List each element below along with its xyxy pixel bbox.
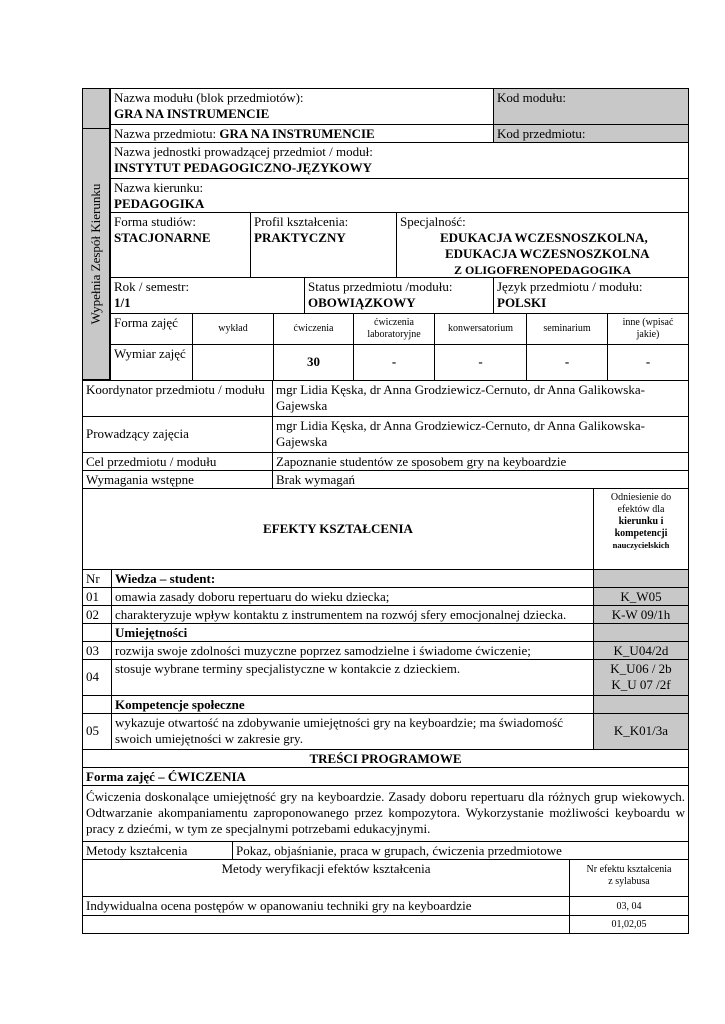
ref-header-line-5: nauczycielskich: [612, 540, 670, 550]
field-cell: [110, 178, 689, 213]
verification-row-ref-value: 01,02,05: [611, 919, 647, 930]
instructor-label: Prowadzący zajęcia: [86, 426, 189, 441]
unit-value: INSTYTUT PEDAGOGICZNO-JĘZYKOWY: [114, 160, 372, 175]
year-label: Rok / semestr:: [114, 279, 190, 294]
instructor-value-cell: [272, 416, 689, 453]
table-row-ref: [593, 605, 689, 624]
status-label: Status przedmiotu /modułu:: [308, 279, 453, 294]
competences-header: [111, 695, 594, 714]
table-row-ref: [593, 659, 689, 696]
verification-row-ref: [569, 896, 689, 916]
table-row-ref: [593, 713, 689, 750]
study-form-cell: [110, 212, 251, 278]
program-content-title: [82, 749, 689, 768]
row-nr: 03: [86, 643, 99, 658]
hours-exercises-value: 30: [307, 354, 320, 369]
nr-header: [82, 569, 112, 588]
hours-conversatory: [434, 344, 527, 381]
row-ref: K_W05: [620, 589, 662, 604]
hours-other: [607, 344, 689, 381]
verification-ref-header-line-2: z sylabusa: [608, 876, 650, 887]
row-nr: 05: [86, 723, 99, 738]
table-row-text: [111, 587, 594, 606]
row-nr: 01: [86, 589, 99, 604]
row-ref: K_K01/3a: [613, 723, 669, 738]
col-seminar-label: seminarium: [543, 323, 591, 334]
program-form-label: Forma zajęć – ĆWICZENIA: [86, 769, 246, 784]
col-exercises-label: ćwiczenia: [293, 323, 334, 334]
instructor-label-cell: [82, 416, 273, 453]
specialty-label: Specjalność:: [400, 214, 466, 229]
verification-row-ref-value: 03, 04: [616, 901, 642, 912]
specialty-line-3: Z OLIGOFRENOPEDAGOGIKA: [454, 263, 632, 277]
col-seminar: [526, 313, 608, 345]
goal-label-cell: [82, 452, 273, 471]
row-text: omawia zasady doboru repertuaru do wieku dziecka;: [115, 589, 390, 604]
hours-label: Wymiar zajęć: [114, 346, 186, 361]
hours-label-cell: [110, 344, 193, 381]
skills-header-ref: [593, 623, 689, 642]
row-text: charakteryzuje wpływ kontaktu z instrumentem na rozwój sfery emocjonalnej dziecka.: [115, 607, 567, 622]
hours-lab: [353, 344, 435, 381]
outcomes-title-cell: [82, 488, 594, 570]
methods-label: Metody kształcenia: [86, 843, 188, 858]
methods-label-cell: [82, 841, 233, 860]
col-lecture-label: wykład: [218, 323, 248, 334]
verification-title: Metody weryfikacji efektów kształcenia: [221, 861, 431, 876]
coordinator-value-cell: [272, 380, 689, 417]
year-value: 1/1: [114, 295, 131, 310]
table-row: [82, 641, 112, 660]
col-other-label: inne (wpisać jakie): [622, 317, 674, 340]
class-form-label-cell: [110, 313, 193, 345]
hours-other-value: -: [645, 354, 651, 369]
table-row-text: [111, 605, 594, 624]
program-content-text-cell: [82, 785, 689, 842]
col-conversatory: [434, 313, 527, 345]
verification-row: [82, 896, 570, 916]
knowledge-header-label: Wiedza – student:: [115, 571, 216, 586]
study-form-value: STACJONARNE: [114, 230, 211, 245]
row-ref: K_U04/2d: [613, 643, 669, 658]
competences-header-ref: [593, 695, 689, 714]
goal-value: Zapoznanie studentów ze sposobem gry na keyboardzie: [276, 454, 567, 469]
module-name-cell: [110, 88, 494, 125]
class-form-label: Forma zajęć: [114, 315, 178, 330]
col-conversatory-label: konwersatorium: [448, 323, 513, 334]
unit-label: Nazwa jednostki prowadzącej przedmiot / moduł:: [114, 144, 373, 159]
row-text: rozwija swoje zdolności muzyczne poprzez samodzielne i świadome ćwiczenie;: [115, 643, 531, 658]
subject-name-cell: [110, 124, 494, 143]
hours-lecture: [192, 344, 274, 381]
verification-ref-header-line-1: Nr efektu kształcenia: [586, 864, 672, 875]
table-row-ref: [593, 587, 689, 606]
specialty-line-1: EDUKACJA WCZESNOSZKOLNA,: [440, 230, 648, 245]
outcomes-ref-header: [593, 488, 689, 570]
skills-header: [111, 623, 594, 642]
knowledge-header: [111, 569, 594, 588]
coordinator-label: Koordynator przedmiotu / modułu: [86, 382, 265, 397]
row-ref-2: K_U 07 /2f: [611, 677, 671, 692]
requirements-label: Wymagania wstępne: [86, 472, 194, 487]
row-ref: K_U06 / 2b: [610, 661, 672, 676]
unit-cell: [110, 142, 689, 179]
year-cell: [110, 277, 305, 314]
verification-title-cell: [82, 859, 570, 897]
verification-ref-header: [569, 859, 689, 897]
row-nr: 02: [86, 607, 99, 622]
module-name-label: Nazwa modułu (blok przedmiotów):: [114, 90, 304, 105]
verification-row-ref: [569, 915, 689, 934]
status-cell: [304, 277, 494, 314]
col-other: [607, 313, 689, 345]
hours-lab-value: -: [391, 354, 397, 369]
table-row: [82, 659, 112, 696]
row-ref: K-W 09/1h: [611, 607, 671, 622]
module-code-label: Kod modułu:: [497, 90, 566, 105]
methods-value: Pokaz, objaśnianie, praca w grupach, ćwiczenia przedmiotowe: [236, 843, 562, 858]
goal-label: Cel przedmiotu / modułu: [86, 454, 217, 469]
competences-header-nr: [82, 695, 112, 714]
profile-value: PRAKTYCZNY: [254, 230, 346, 245]
field-label: Nazwa kierunku:: [114, 180, 204, 195]
nr-header-label: Nr: [86, 571, 100, 586]
table-row: [82, 713, 112, 750]
hours-conversatory-value: -: [478, 354, 483, 369]
ref-header-line-3: kierunku i: [618, 516, 664, 527]
ref-header-line-1: Odniesienie do: [610, 492, 672, 503]
verification-row: [82, 915, 570, 934]
ref-header-line-4: kompetencji: [614, 528, 668, 539]
col-lab-label: ćwiczenia laboratoryjne: [367, 317, 421, 340]
side-label-text: Wypełnia Zespół Kierunku: [88, 183, 103, 325]
table-row-text: [111, 659, 594, 696]
side-label-vertical: [82, 128, 110, 380]
methods-value-cell: [232, 841, 689, 860]
row-nr: 04: [86, 669, 99, 684]
profile-label: Profil kształcenia:: [254, 214, 349, 229]
verification-row-text: Indywidualna ocena postępów w opanowaniu techniki gry na keyboardzie: [86, 898, 472, 913]
language-cell: [493, 277, 689, 314]
field-value: PEDAGOGIKA: [114, 196, 205, 211]
module-code-cell: [493, 88, 689, 125]
program-form-header: [82, 767, 689, 786]
instructor-value: mgr Lidia Kęska, dr Anna Grodziewicz-Cernuto, dr Anna Galikowska-Gajewska: [276, 418, 645, 449]
study-form-label: Forma studiów:: [114, 214, 196, 229]
hours-exercises: [273, 344, 354, 381]
language-label: Język przedmiotu / modułu:: [497, 279, 643, 294]
hours-seminar: [526, 344, 608, 381]
requirements-value: Brak wymagań: [276, 472, 356, 487]
skills-header-label: Umiejętności: [115, 625, 188, 640]
subject-name-label: Nazwa przedmiotu:: [114, 126, 217, 141]
subject-code-cell: [493, 124, 689, 143]
table-row-text: [111, 713, 594, 750]
row-text: stosuje wybrane terminy specjalistyczne w kontakcie z dzieckiem.: [115, 661, 461, 676]
ref-header-line-2: efektów dla: [617, 504, 665, 515]
specialty-line-2: EDUKACJA WCZESNOSZKOLNA: [445, 246, 650, 261]
language-value: POLSKI: [497, 295, 547, 310]
outcomes-title: EFEKTY KSZTAŁCENIA: [263, 521, 413, 536]
col-lecture: [192, 313, 274, 345]
hours-seminar-value: -: [564, 354, 570, 369]
specialty-cell: [396, 212, 689, 278]
profile-cell: [250, 212, 397, 278]
row-text: wykazuje otwartość na zdobywanie umiejętności gry na keyboardzie; ma świadomość swoich umiejętności w zakresie gry.: [115, 715, 563, 746]
knowledge-header-ref: [593, 569, 689, 588]
table-row-ref: [593, 641, 689, 660]
module-name-value: GRA NA INSTRUMENCIE: [114, 106, 270, 121]
col-lab: [353, 313, 435, 345]
coordinator-value: mgr Lidia Kęska, dr Anna Grodziewicz-Cernuto, dr Anna Galikowska-Gajewska: [276, 382, 645, 413]
side-gray-top: [82, 88, 110, 129]
program-content-text: Ćwiczenia doskonalące umiejętność gry na keyboardzie. Zasady doboru repertuaru dla różnych grup wiekowych. Odtwarzanie akompaniamentu zaproponowanego przez kompozytora. Wykorzystanie możliwości keyboardu w pracy z dziećmi, w tym ze specjalnymi potrzebami edukacyjnymi.: [86, 789, 685, 836]
requirements-label-cell: [82, 470, 273, 489]
competences-header-label: Kompetencje społeczne: [115, 697, 245, 712]
subject-code-label: Kod przedmiotu:: [497, 126, 586, 141]
goal-value-cell: [272, 452, 689, 471]
program-content-title-label: TREŚCI PROGRAMOWE: [309, 751, 462, 766]
table-row-text: [111, 641, 594, 660]
requirements-value-cell: [272, 470, 689, 489]
table-row: [82, 605, 112, 624]
table-row: [82, 587, 112, 606]
status-value: OBOWIĄZKOWY: [308, 295, 416, 310]
subject-name-value: GRA NA INSTRUMENCIE: [219, 126, 375, 141]
coordinator-label-cell: [82, 380, 273, 417]
skills-header-nr: [82, 623, 112, 642]
col-exercises: [273, 313, 354, 345]
